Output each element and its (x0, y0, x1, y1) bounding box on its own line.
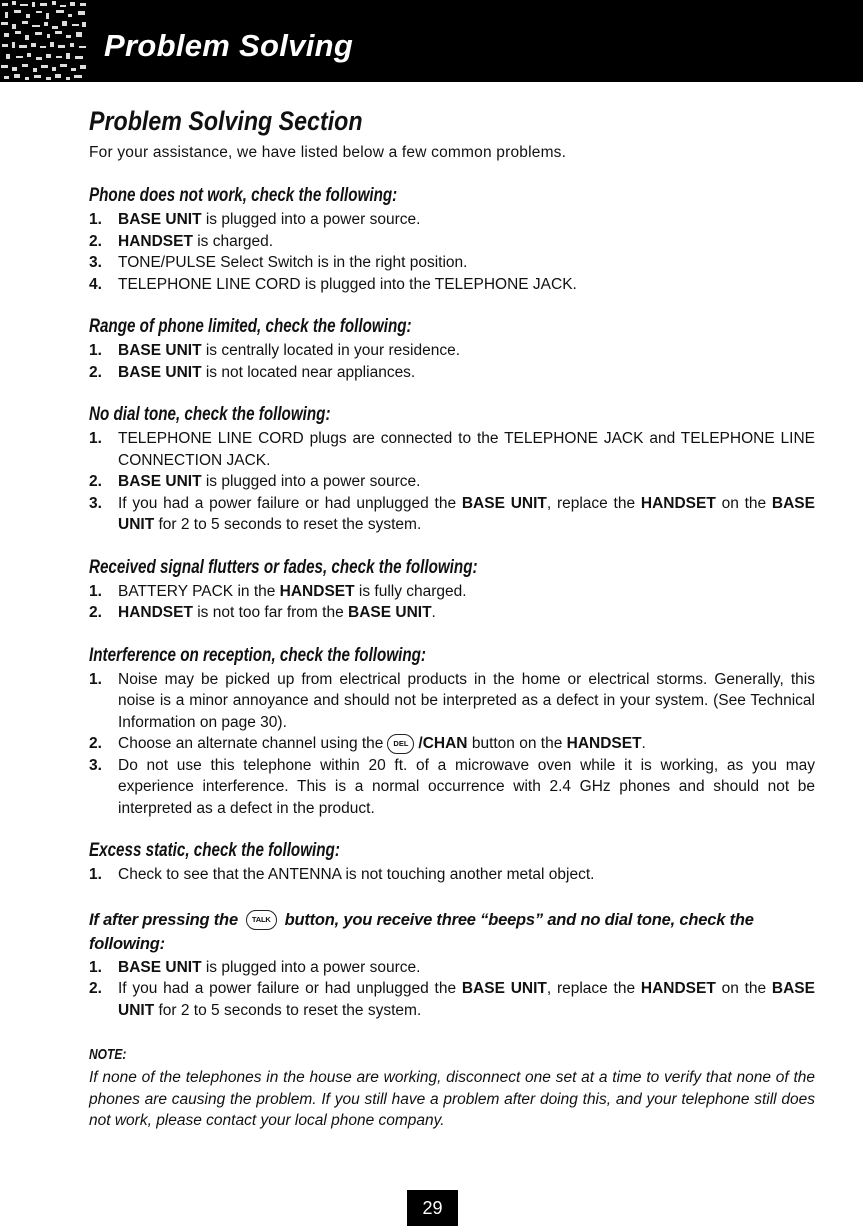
content (89, 104, 815, 1132)
problem-heading: If after pressing the TALK button, you receive three “beeps” and no dial tone, check the following: (89, 910, 754, 953)
problem-list (89, 209, 815, 295)
list-item: 3. TONE/PULSE Select Switch is in the right position. (89, 254, 468, 271)
talk-button-icon: TALK (246, 910, 277, 930)
problem-list (89, 340, 815, 383)
list-item: 1. Check to see that the ANTENNA is not touching another metal object. (89, 866, 595, 883)
list-item: 2. BASE UNIT is plugged into a power source. (89, 473, 421, 490)
list-item: 1. Noise may be picked up from electrical products in the home or electrical storms. Generally, this noise is a minor annoyance and should not be interpreted as a defect in your system. (See Technical Information on page 30). (89, 670, 815, 731)
list-item: 1. BASE UNIT is plugged into a power source. (89, 211, 421, 228)
list-item: 1. BASE UNIT is plugged into a power source. (89, 958, 421, 976)
problem-list (89, 864, 815, 886)
problem-list (89, 428, 815, 536)
list-item: 4. TELEPHONE LINE CORD is plugged into the TELEPHONE JACK. (89, 275, 577, 293)
list-item: 2. BASE UNIT is not located near appliances. (89, 363, 416, 381)
list-item: 3. Do not use this telephone within 20 ft. of a microwave oven while it is working, as you may experience interference. This is a normal occurrence with 2.4 GHz phones and should not be interpreted as a defect in the product. (89, 756, 815, 817)
note-label: NOTE: (89, 1046, 127, 1063)
problem-heading: Received signal flutters or fades, check the following: (89, 556, 478, 578)
problem-heading: Excess static, check the following: (89, 840, 340, 861)
list-item: 3. If you had a power failure or had unplugged the BASE UNIT, replace the HANDSET on the BASE UNIT for 2 to 5 seconds to reset the system. (89, 494, 815, 533)
list-item: 1. BASE UNIT is centrally located in your residence. (89, 342, 461, 359)
list-item: 1. BATTERY PACK in the HANDSET is fully charged. (89, 582, 467, 600)
problem-list (89, 581, 815, 624)
list-item: 2. HANDSET is charged. (89, 232, 274, 250)
del-button-icon: DEL (387, 734, 414, 754)
problem-heading: Interference on reception, check the following: (89, 644, 426, 666)
problem-list (89, 669, 815, 820)
intro-text: For your assistance, we have listed below a few common problems. (89, 144, 567, 161)
section-title: Problem Solving Section (89, 106, 363, 136)
problem-heading: No dial tone, check the following: (89, 404, 331, 425)
list-item: 2. HANDSET is not too far from the BASE UNIT. (89, 604, 436, 621)
header-pattern (0, 0, 90, 82)
header-title: Problem Solving (104, 28, 354, 63)
note-text: If none of the telephones in the house are working, disconnect one set at a time to verify that none of the phones are causing the problem. If you still have a problem after doing this, and your telephone still does not work, please contact your local phone company. (89, 1069, 815, 1129)
list-item: 1. TELEPHONE LINE CORD plugs are connected to the TELEPHONE JACK and TELEPHONE LINE CONNECTION JACK. (89, 430, 815, 469)
problem-list (89, 957, 815, 1022)
page-number: 29 (407, 1190, 458, 1226)
list-item: 2. If you had a power failure or had unplugged the BASE UNIT, replace the HANDSET on the BASE UNIT for 2 to 5 seconds to reset the system. (89, 980, 815, 1019)
problem-heading: Phone does not work, check the following: (89, 185, 398, 206)
list-item: 2. Choose an alternate channel using the DEL /CHAN button on the HANDSET. (89, 735, 646, 752)
problem-heading: Range of phone limited, check the following: (89, 316, 412, 337)
